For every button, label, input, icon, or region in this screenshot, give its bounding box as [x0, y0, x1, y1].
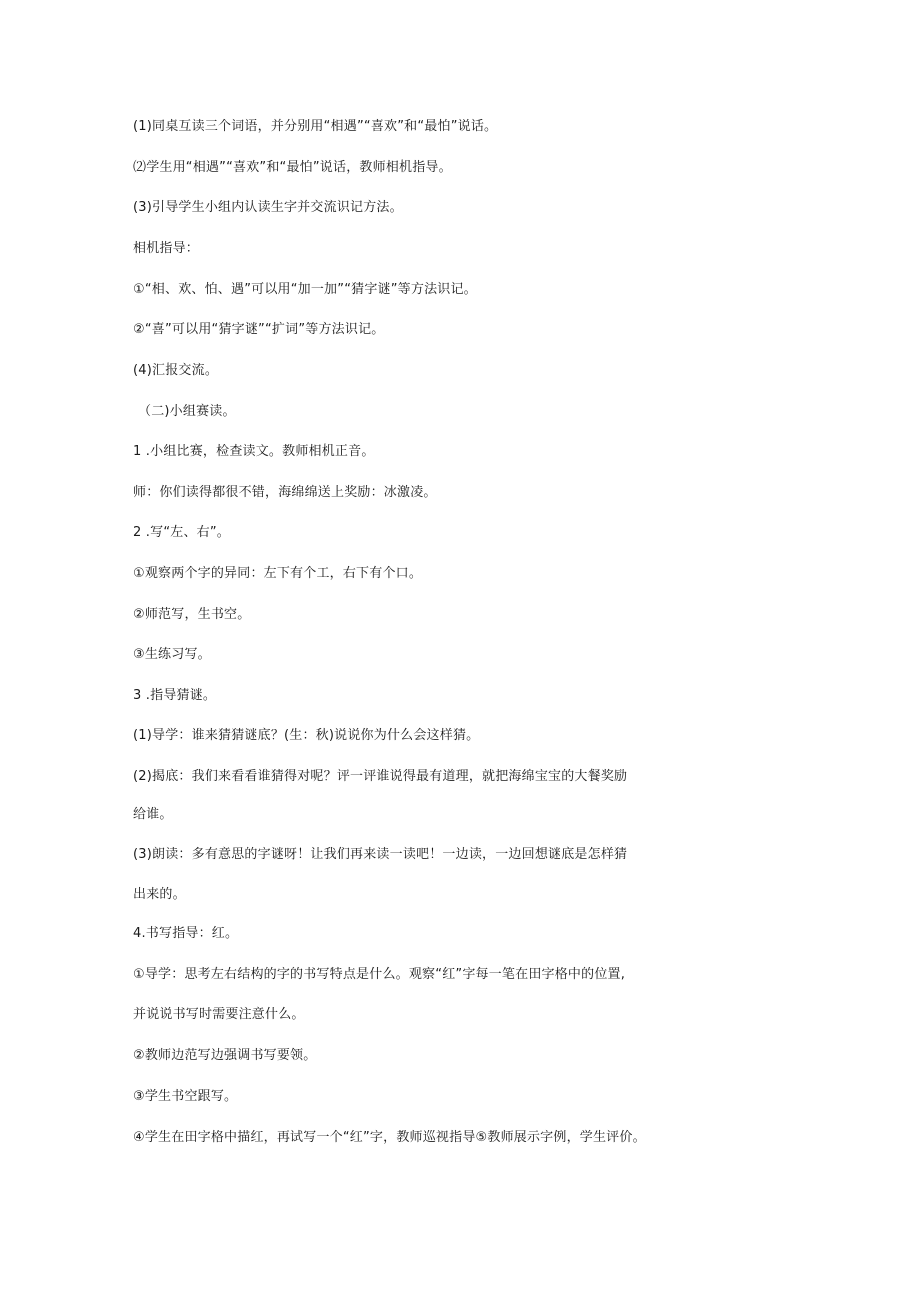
text-line: 并说说书写时需要注意什么。	[133, 1007, 305, 1022]
text-line: 4.书写指导：红。	[133, 926, 239, 941]
text-line: ⑵学生用“相遇”“喜欢”和“最怕”说话，教师相机指导。	[133, 160, 452, 175]
text-line: ①“相、欢、怕、遇”可以用“加一加”“猜字谜”等方法识记。	[133, 282, 477, 297]
text-line: 给谁。	[133, 807, 173, 822]
text-line: (2)揭底：我们来看看谁猜得对呢？评一评谁说得最有道理，就把海绵宝宝的大餐奖励	[133, 769, 628, 784]
text-line: ②“喜”可以用“猜字谜”“扩词”等方法识记。	[133, 322, 385, 337]
text-line: 相机指导：	[133, 241, 200, 256]
text-line: 出来的。	[133, 887, 186, 902]
text-line: ④学生在田字格中描红，再试写一个“红”字，教师巡视指导⑤教师展示字例，学生评价。	[133, 1130, 646, 1145]
text-line: 2 .写“左、右”。	[133, 525, 231, 540]
text-line: (3)引导学生小组内认读生字并交流识记方法。	[133, 200, 403, 215]
text-line: ①观察两个字的异同：左下有个工，右下有个口。	[133, 566, 423, 581]
text-line: (3)朗读：多有意思的字谜呀！让我们再来读一读吧！一边读，一边回想谜底是怎样猜	[133, 847, 628, 862]
text-line: ②教师边范写边强调书写要领。	[133, 1048, 317, 1063]
text-line: 1 .小组比赛，检查读文。教师相机正音。	[133, 444, 375, 459]
text-line: (4)汇报交流。	[133, 363, 219, 378]
section-heading: （二)小组赛读。	[138, 404, 236, 419]
text-line: ①导学：思考左右结构的字的书写特点是什么。观察“红”字每一笔在田字格中的位置,	[133, 967, 626, 982]
text-line: 3 .指导猜谜。	[133, 688, 217, 703]
text-line: ②师范写，生书空。	[133, 607, 251, 622]
text-line: (1)导学：谁来猜猜谜底？(生：秋)说说你为什么会这样猜。	[133, 728, 480, 743]
text-line: ③学生书空跟写。	[133, 1089, 238, 1104]
text-line: 师：你们读得都很不错，海绵绵送上奖励：冰激凌。	[133, 485, 437, 500]
text-line: ③生练习写。	[133, 647, 211, 662]
text-line: (1)同桌互读三个词语，并分别用“相遇”“喜欢”和“最怕”说话。	[133, 119, 498, 134]
